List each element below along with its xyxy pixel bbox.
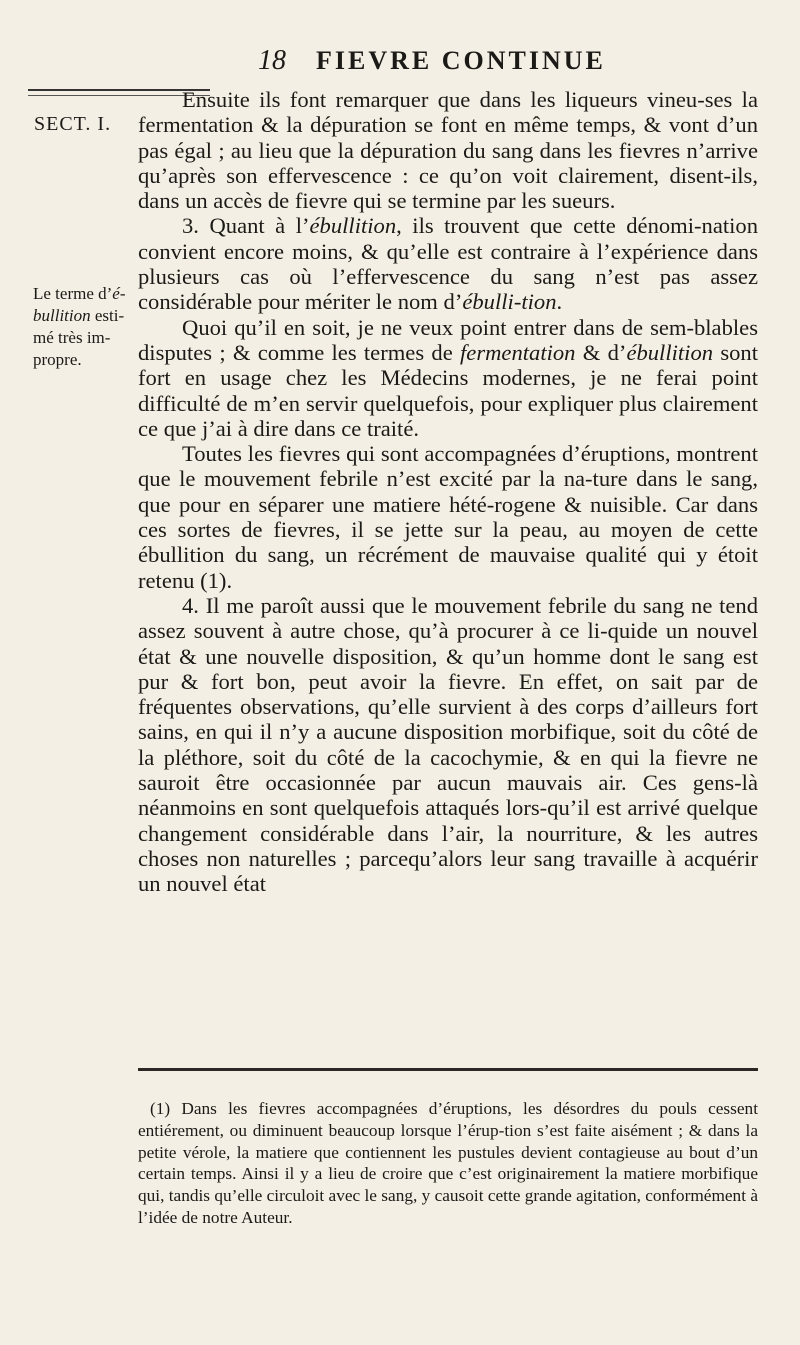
margin-note [33,283,131,371]
paragraph-text: Quoi qu’il en soit, je ne veux point entrer dans de sem-blables disputes ; & comme les termes de [138,314,758,365]
paragraph-text: & d’ [575,339,627,365]
margin-note-italic-2: bullition [33,306,91,325]
paragraph-2 [138,213,758,314]
margin-note-text: propre. [33,350,82,369]
margin-note-text: esti- [90,306,125,325]
paragraph-3 [138,315,758,441]
emphasis-ebullition: ébulli-tion [462,289,557,315]
margin-note-text: mé très im- [33,328,111,347]
paragraph-text: 3. Quant à l’ [182,213,310,239]
footnote-rule [138,1068,758,1071]
running-head [258,45,728,85]
paragraph-5: 4. Il me paroît aussi que le mouvement febrile du sang ne tend assez souvent à autre chose, qu’à procurer à ce li-quide un nouvel état & une nouvelle disposition, & qu’un homme dont le sang est pur & fort bon, peut avoir la fievre. En effet, on sait par de fréquentes observations, qu’elle survient à des corps d’ailleurs fort sains, en qui il n’y a aucune disposition morbifique, soit du côté de la pléthore, soit du côté de la cacochymie, & en qui la fievre ne sauroit être occasionnée par aucun mauvais air. Ces gens-là néanmoins en sont quelquefois attaqués lors-qu’il est arrivé quelque changement considérable dans l’air, la nourriture, & les autres choses non naturelles ; parcequ’alors leur sang travaille à acquérir un nouvel état [138,592,758,897]
paragraph-text: , ils trouvent que cette dénomi-nation convient encore moins, & qu’elle est contraire à l’expérience dans plusieurs cas où l’effervescence du sang n’est pas assez considérable pour mériter le nom d’ [138,213,759,315]
paragraph-1: Ensuite ils font remarquer que dans les liqueurs vineu-ses la fermentation & la dépuration se font en même temps, & vont d’un pas égal ; au lieu que la dépuration du sang dans les fievres n’arrive qu’après son effervescence : ce qu’on voit clairement, disent-ils, dans un accès de fievre qui se termine par les sueurs. [138,87,758,214]
margin-note-text: Le terme d’ [33,284,113,303]
margin-note-italic-1: é- [112,284,126,303]
running-title: FIEVRE CONTINUE [316,46,606,75]
paragraph-4: Toutes les fievres qui sont accompagnées d’éruptions, montrent que le mouvement febrile n’est excité par la na-ture dans le sang, que pour en séparer une matiere hété-rogene & nuisible. Car dans ces sortes de fievres, il se jette sur la peau, au moyen de cette ébullition du sang, un récrément de mauvaise qualité qui y étoit retenu (1). [138,441,758,593]
emphasis-ebullition: ébullition [309,213,397,239]
section-label: SECT. I. [34,113,112,135]
footnote [138,1098,758,1229]
emphasis-ebullition: ébullition [626,339,714,365]
paragraph-text: . [556,289,563,315]
paragraph-text: sont fort en usage chez les Médecins modernes, je ne ferai point difficulté de m’en servir quelquefois, pour expliquer plus clairement ce que j’ai à dire dans ce traité. [138,339,758,441]
page-number: 18 [258,45,286,76]
main-text [138,87,758,897]
emphasis-fermentation: fermentation [460,339,576,365]
footnote-text: (1) Dans les fievres accompagnées d’éruptions, les désordres du pouls cessent entiérement, ou diminuent beaucoup lorsque l’érup-tion s’est faite aisément ; & dans la petite vérole, la matiere que contiennent les pustules devient contagieuse au bout d’un certain temps. Ainsi il y a lieu de croire que c’est originairement la matiere morbifique qui, tandis qu’elle circuloit avec le sang, y causoit cette grande agitation, conformément à l’idée de notre Auteur. [138,1099,758,1227]
